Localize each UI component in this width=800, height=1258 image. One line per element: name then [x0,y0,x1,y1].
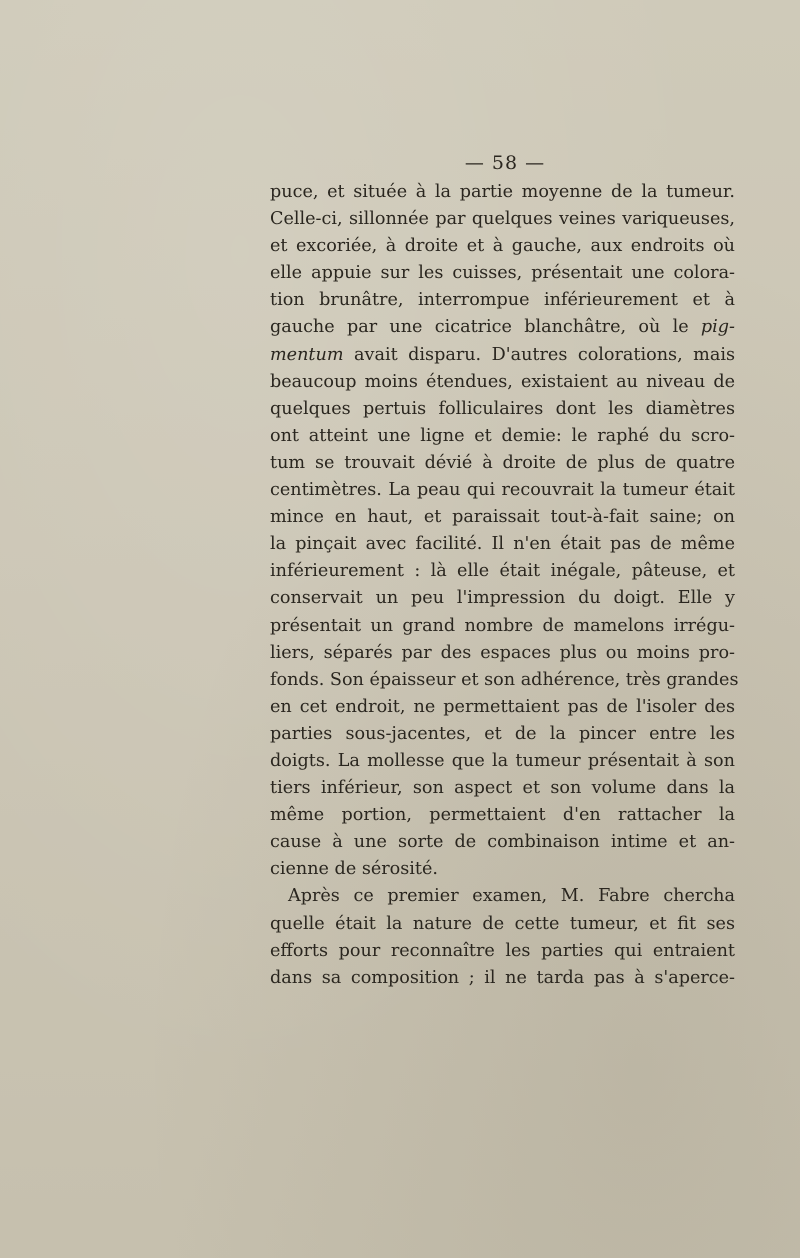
text-line: et excoriée, à droite et à gauche, aux endroits où [270,236,735,257]
text-line: mentum avait disparu. D'autres colorations, mais [270,344,735,365]
text-line: en cet endroit, ne permettaient pas de l'isoler des [270,696,735,717]
text-line: beaucoup moins étendues, existaient au niveau de [270,371,735,392]
text-line: fonds. Son épaisseur et son adhérence, très grandes [270,669,739,690]
text-line: Celle-ci, sillonnée par quelques veines variqueuses, [270,209,735,230]
text-line: dans sa composition ; il ne tarda pas à s'aperce- [270,967,735,988]
text-line: quelle était la nature de cette tumeur, et fit ses [270,913,735,934]
text-line: mince en haut, et paraissait tout-à-fait saine; on [270,507,735,528]
body-text [270,179,739,992]
text-line: gauche par une cicatrice blanchâtre, où le pig- [270,317,735,338]
text-line: centimètres. La peau qui recouvrait la tumeur était [270,480,735,501]
text-line: présentait un grand nombre de mamelons irrégu- [270,615,735,636]
text-line: liers, séparés par des espaces plus ou moins pro- [270,642,735,663]
text-line: la pinçait avec facilité. Il n'en était pas de même [270,534,735,555]
text-line: tiers inférieur, son aspect et son volume dans la [270,778,735,799]
text-line: même portion, permettaient d'en rattacher la [270,805,735,826]
text-line: conservait un peu l'impression du doigt. Elle y [270,588,735,609]
text-line: ont atteint une ligne et demie: le raphé du scro- [270,425,735,446]
text-line: puce, et située à la partie moyenne de la tumeur. [270,182,735,202]
text-line: elle appuie sur les cuisses, présentait une colora- [270,263,735,284]
text-line: cienne de sérosité. [270,859,438,880]
page-number: — 58 — [464,152,546,174]
text-line: tum se trouvait dévié à droite de plus de quatre [270,452,735,473]
text-line: efforts pour reconnaître les parties qui entraient [270,940,735,961]
text-line: parties sous-jacentes, et de la pincer entre les [270,723,735,744]
text-line: quelques pertuis folliculaires dont les diamètres [270,398,735,419]
text-line: inférieurement : là elle était inégale, pâteuse, et [270,561,735,582]
text-line: tion brunâtre, interrompue inférieurement et à [270,290,735,311]
text-line: cause à une sorte de combinaison intime et an- [270,832,735,853]
text-line: Après ce premier examen, M. Fabre chercha [288,886,735,907]
text-line: doigts. La mollesse que la tumeur présentait à son [270,750,735,771]
